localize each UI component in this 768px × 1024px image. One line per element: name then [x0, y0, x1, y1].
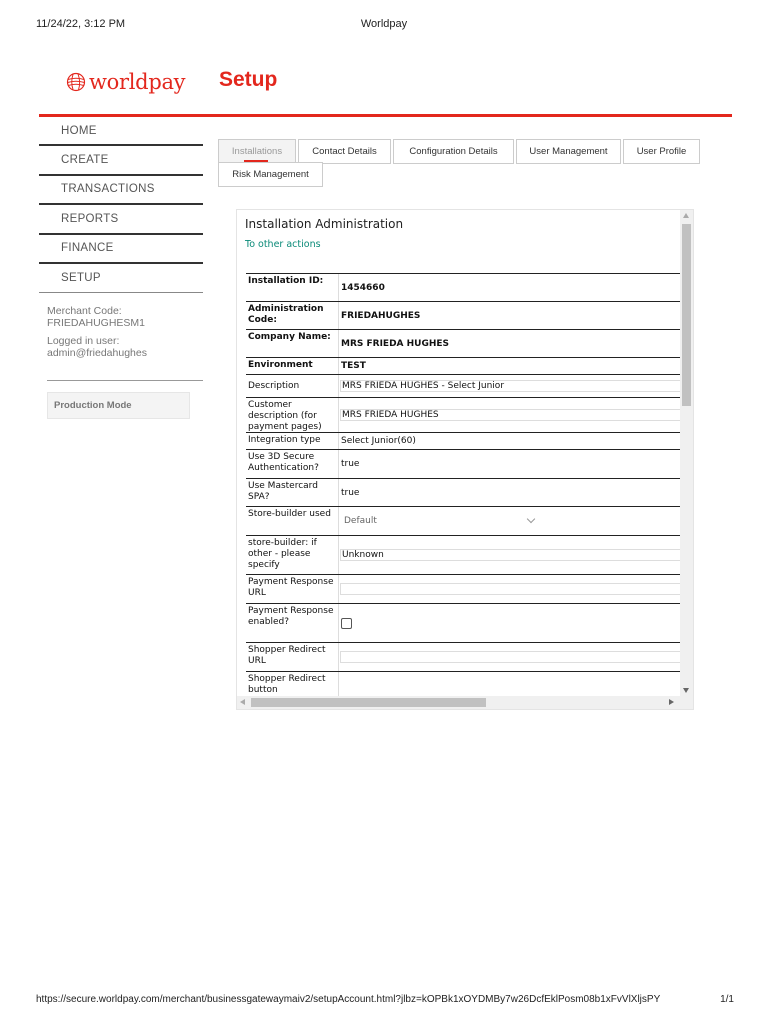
- logged-in-user-label: Logged in user:: [47, 335, 120, 347]
- horizontal-scrollbar[interactable]: [237, 696, 694, 709]
- company-name-value: MRS FRIEDA HUGHES: [341, 338, 450, 349]
- field-row-customer-description: [246, 397, 681, 432]
- nav-item-home[interactable]: HOME: [39, 117, 203, 146]
- worldpay-globe-icon: [66, 72, 86, 92]
- tab-installations[interactable]: Installations: [218, 139, 296, 164]
- description-input[interactable]: MRS FRIEDA HUGHES - Select Junior: [340, 380, 681, 392]
- field-row-3d-secure: [246, 449, 681, 478]
- payment-response-enabled-checkbox[interactable]: [341, 618, 352, 629]
- field-row-mastercard-spa: [246, 478, 681, 506]
- store-builder-select[interactable]: [340, 514, 538, 528]
- company-name-label: Company Name:: [248, 332, 331, 342]
- customer-description-input[interactable]: MRS FRIEDA HUGHES: [340, 409, 681, 421]
- logged-in-user-value: admin@friedahughes: [47, 347, 147, 359]
- nav-item-setup[interactable]: SETUP: [39, 264, 203, 293]
- horizontal-scrollbar-thumb[interactable]: [251, 698, 486, 707]
- print-page-title: Worldpay: [360, 18, 408, 30]
- production-mode-button[interactable]: Production Mode: [47, 392, 190, 419]
- integration-type-value: Select Junior(60): [341, 436, 416, 446]
- sidebar-divider: [47, 380, 203, 381]
- 3d-secure-value: true: [341, 459, 360, 469]
- other-actions-link[interactable]: To other actions: [245, 239, 321, 250]
- field-row-shopper-redirect-url: [246, 642, 681, 671]
- store-builder-label: Store-builder used: [248, 509, 331, 519]
- scroll-up-arrow-icon[interactable]: [683, 213, 689, 218]
- mastercard-spa-label: Use Mastercard SPA?: [248, 481, 318, 502]
- administration-code-value: FRIEDAHUGHES: [341, 310, 421, 321]
- administration-code-label: Administration Code:: [248, 304, 324, 325]
- shopper-redirect-url-label: Shopper Redirect URL: [248, 645, 326, 666]
- nav-item-transactions[interactable]: TRANSACTIONS: [39, 176, 203, 205]
- installation-admin-title: Installation Administration: [245, 217, 404, 231]
- tab-configuration-details[interactable]: Configuration Details: [393, 139, 514, 164]
- nav-item-reports[interactable]: REPORTS: [39, 205, 203, 234]
- field-row-administration-code: [246, 301, 681, 329]
- shopper-redirect-button-label: Shopper Redirect button: [248, 674, 326, 695]
- vertical-scrollbar-thumb[interactable]: [682, 224, 691, 406]
- field-row-store-builder-other: [246, 535, 681, 574]
- page-title: Setup: [219, 68, 278, 91]
- merchant-code-label: Merchant Code:: [47, 305, 122, 317]
- environment-value: TEST: [341, 361, 366, 371]
- field-row-payment-response-enabled: [246, 603, 681, 642]
- field-row-integration-type: [246, 432, 681, 449]
- main-nav: [39, 117, 203, 293]
- field-row-company-name: [246, 329, 681, 357]
- description-label: Description: [248, 381, 300, 391]
- installation-admin-frame[interactable]: [236, 209, 694, 710]
- print-header: [0, 18, 768, 32]
- logo-text: worldpay: [89, 70, 186, 94]
- 3d-secure-label: Use 3D Secure Authentication?: [248, 452, 319, 473]
- print-footer: [0, 994, 768, 1008]
- print-page-count: 1/1: [720, 994, 734, 1005]
- tab-risk-management[interactable]: Risk Management: [218, 162, 323, 187]
- print-url: https://secure.worldpay.com/merchant/businessgatewaymaiv2/setupAccount.html?jlbz=kOPBk1xOYDMBy7w26DcfEklPosm08b1xFvVlXljsPY: [36, 994, 661, 1005]
- field-row-environment: [246, 357, 681, 374]
- nav-item-finance[interactable]: FINANCE: [39, 235, 203, 264]
- worldpay-logo[interactable]: [66, 70, 185, 94]
- tab-contact-details[interactable]: Contact Details: [298, 139, 391, 164]
- payment-response-enabled-label: Payment Response enabled?: [248, 606, 334, 627]
- store-builder-other-label: store-builder: if other - please specify: [248, 538, 317, 570]
- store-builder-selected: Default: [344, 516, 377, 526]
- field-row-shopper-redirect-button: [246, 671, 681, 699]
- field-row-installation-id: [246, 273, 681, 301]
- store-builder-other-input[interactable]: Unknown: [340, 549, 681, 561]
- installation-form: [246, 273, 681, 699]
- merchant-code-value: FRIEDAHUGHESM1: [47, 317, 146, 329]
- chevron-down-icon: [527, 515, 535, 523]
- field-row-store-builder: [246, 506, 681, 535]
- mastercard-spa-value: true: [341, 487, 360, 498]
- tab-user-profile[interactable]: User Profile: [623, 139, 700, 164]
- integration-type-label: Integration type: [248, 435, 321, 445]
- vertical-scrollbar[interactable]: [680, 210, 693, 698]
- installation-id-value: 1454660: [341, 282, 385, 293]
- nav-item-create[interactable]: CREATE: [39, 146, 203, 175]
- print-date: 11/24/22, 3:12 PM: [36, 18, 126, 30]
- shopper-redirect-url-input[interactable]: [340, 651, 681, 663]
- installation-id-label: Installation ID:: [248, 276, 324, 286]
- scroll-right-arrow-icon[interactable]: [669, 699, 674, 705]
- payment-response-url-label: Payment Response URL: [248, 577, 334, 598]
- payment-response-url-input[interactable]: [340, 583, 681, 595]
- customer-description-label: Customer description (for payment pages): [248, 400, 322, 432]
- scroll-down-arrow-icon[interactable]: [683, 688, 689, 693]
- field-row-description: [246, 374, 681, 397]
- environment-label: Environment: [248, 360, 313, 370]
- field-row-payment-response-url: [246, 574, 681, 603]
- scroll-left-arrow-icon[interactable]: [240, 699, 245, 705]
- tab-user-management[interactable]: User Management: [516, 139, 621, 164]
